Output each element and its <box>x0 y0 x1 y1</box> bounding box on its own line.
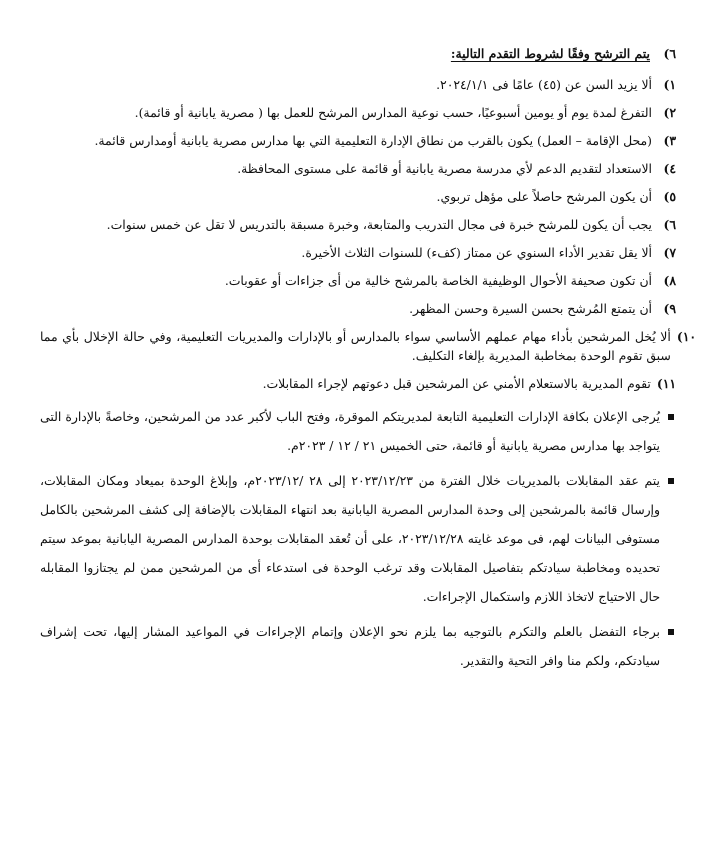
condition-item <box>40 131 676 150</box>
condition-number: ١) <box>663 77 676 92</box>
instruction-text: يتم عقد المقابلات بالمديريات خلال الفترة من ٢٠٢٣/١٢/٢٣ إلى ٢٨ /٢٠٢٣/١٢م، وإبلاغ الوحدة بميعاد ومكان المقابلات، وإرسال قائمة بالمرشحين إلى وحدة المدارس المصرية اليابانية بعد انتهاء المقابلات بالإضافة إلى كشف المرشحين بالكامل مستوفى البيانات لهم، فى موعد غايته ٢٠٢٣/١٢/٢٨، على أن تُعقد المقابلات بوحدة المدارس المصرية اليابانية بموعد سيتم تحديده ومخاطبة سيادتكم بتفاصيل المقابلات وقد ترغب الوحدة فى استدعاء أى من المرشحين ممن لم يجتازوا المقابله حال الاحتياج لاتخاذ اللازم واستكمال الإجراءات. <box>40 473 660 604</box>
condition-item <box>40 243 676 262</box>
bullet-square-icon <box>668 478 674 484</box>
instruction-item <box>40 402 676 460</box>
instruction-item <box>40 617 676 675</box>
instruction-item <box>40 466 676 611</box>
condition-text: أن يتمتع المُرشح بحسن السيرة وحسن المظهر. <box>409 301 652 316</box>
condition-item <box>40 159 676 178</box>
section-heading <box>40 46 676 61</box>
conditions-list <box>40 75 696 393</box>
condition-item <box>40 187 676 206</box>
condition-text: ألا يُخل المرشحين بأداء مهام عملهم الأساسي سواء بالمدارس أو بالإدارات والمديريات التعليمية، وفي حالة الإخلال بأي مما سبق تقوم الوحدة بمخاطبة المديرية بإلغاء التكليف. <box>40 329 671 363</box>
instructions-list <box>40 402 676 675</box>
condition-item <box>40 103 676 122</box>
condition-number: ١١) <box>656 376 676 391</box>
condition-text: ألا يزيد السن عن (٤٥) عامًا فى ٢٠٢٤/١/١. <box>436 77 652 92</box>
condition-number: ٤) <box>663 161 676 176</box>
bullet-square-icon <box>668 414 674 420</box>
condition-text: الاستعداد لتقديم الدعم لأي مدرسة مصرية يابانية أو قائمة على مستوى المحافظة. <box>237 161 652 176</box>
condition-item <box>40 75 676 94</box>
bullet-square-icon <box>668 629 674 635</box>
condition-text: التفرغ لمدة يوم أو يومين أسبوعيًا، حسب نوعية المدارس المرشح للعمل بها ( مصرية يابانية أو قائمة). <box>134 105 652 120</box>
condition-text: يجب أن يكون للمرشح خبرة فى مجال التدريب والمتابعة، وخبرة مسبقة بالتدريس لا تقل عن خمس سنوات. <box>106 217 652 232</box>
instruction-text: يُرجى الإعلان بكافة الإدارات التعليمية التابعة لمديريتكم الموقرة، وفتح الباب لأكبر عدد من المرشحين، وخاصةً بالإدارة التى يتواجد بها مدارس مصرية يابانية أو قائمة، حتى الخميس ٢١ / ١٢ / ٢٠٢٣م. <box>40 409 660 453</box>
condition-text: ألا يقل تقدير الأداء السنوي عن ممتاز (كفء) للسنوات الثلاث الأخيرة. <box>301 245 652 260</box>
condition-number: ٥) <box>663 189 676 204</box>
condition-item <box>40 374 676 393</box>
section-title: يتم الترشح وفقًا لشروط التقدم التالية: <box>450 46 650 61</box>
condition-number: ١٠) <box>676 329 696 344</box>
condition-text: أن تكون صحيفة الأحوال الوظيفية الخاصة بالمرشح خالية من أى جزاءات أو عقوبات. <box>224 273 652 288</box>
condition-item <box>40 299 676 318</box>
condition-item <box>40 271 676 290</box>
instruction-text: برجاء التفضل بالعلم والتكرم بالتوجيه بما يلزم نحو الإعلان وإتمام الإجراءات في المواعيد المشار إليها، تحت إشراف سيادتكم، ولكم منا وافر التحية والتقدير. <box>40 624 660 668</box>
condition-item <box>40 215 676 234</box>
condition-number: ٦) <box>663 217 676 232</box>
condition-text: أن يكون المرشح حاصلاً على مؤهل تربوي. <box>436 189 652 204</box>
condition-item <box>40 327 696 365</box>
condition-text: (محل الإقامة – العمل) يكون بالقرب من نطاق الإدارة التعليمية التي بها مدارس مصرية يابانية أومدارس قائمة. <box>94 133 652 148</box>
condition-number: ٧) <box>663 245 676 260</box>
section-number: ٦) <box>663 46 676 61</box>
condition-number: ٣) <box>663 133 676 148</box>
condition-number: ٩) <box>663 301 676 316</box>
condition-number: ٢) <box>663 105 676 120</box>
condition-text: تقوم المديرية بالاستعلام الأمني عن المرشحين قبل دعوتهم لإجراء المقابلات. <box>262 376 651 391</box>
condition-number: ٨) <box>663 273 676 288</box>
